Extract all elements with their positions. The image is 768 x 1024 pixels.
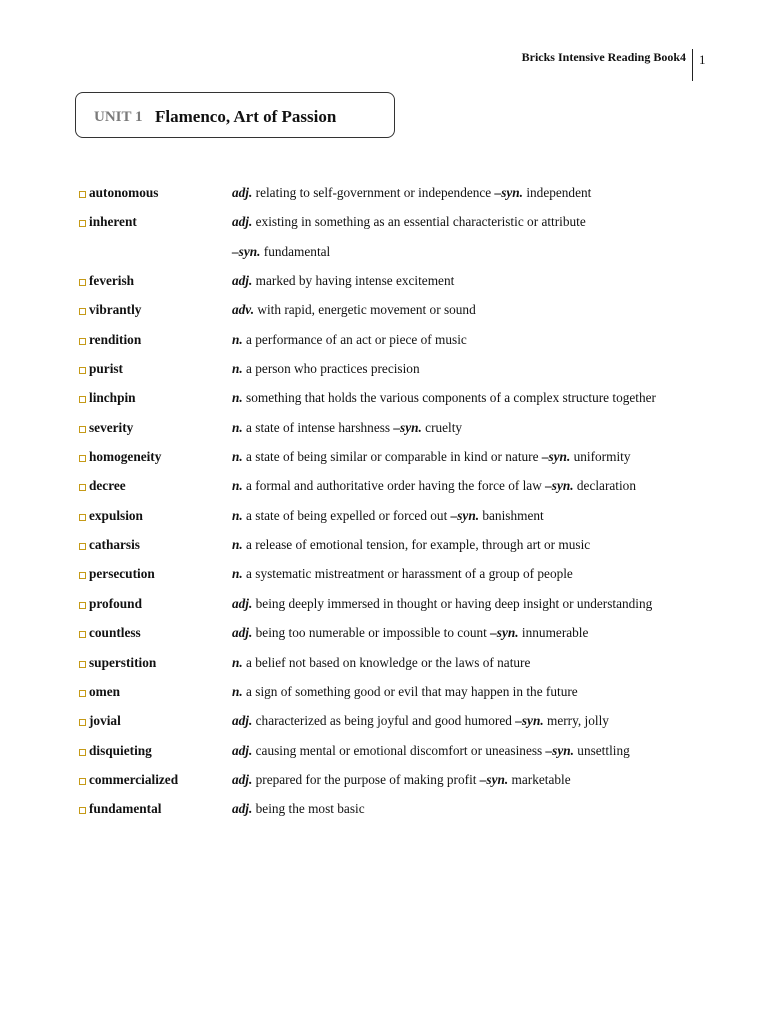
definition-text: being the most basic: [252, 801, 365, 817]
synonym-label: –syn.: [545, 742, 574, 758]
vocab-definition: [232, 361, 420, 377]
part-of-speech: n.: [232, 390, 243, 406]
vocab-word: jovial: [89, 713, 121, 729]
part-of-speech: n.: [232, 419, 243, 435]
checkbox-icon[interactable]: [79, 308, 86, 315]
vocabulary-list: [0, 184, 768, 830]
running-header: Bricks Intensive Reading Book4: [521, 50, 686, 64]
definition-text: a release of emotional tension, for example, through art or music: [242, 537, 591, 553]
synonym-label: –syn.: [490, 625, 519, 641]
vocab-row: [0, 712, 768, 741]
vocab-definition: [232, 772, 571, 788]
vocab-row: [0, 742, 768, 771]
definition-text: a performance of an act or piece of music: [242, 331, 467, 347]
part-of-speech: n.: [232, 566, 243, 582]
vocab-definition: [232, 449, 630, 465]
vocab-word: countless: [89, 625, 141, 641]
vocab-word: superstition: [89, 654, 157, 670]
vocab-word: linchpin: [89, 390, 136, 406]
synonym-label: –syn.: [545, 478, 574, 494]
definition-text: a person who practices precision: [242, 361, 420, 377]
vocab-definition: [232, 596, 652, 612]
vocab-row: [0, 272, 768, 301]
vocab-word: feverish: [89, 273, 135, 289]
vocab-row: [0, 477, 768, 506]
vocab-word: profound: [89, 595, 142, 611]
definition-text: relating to self-government or independence: [252, 185, 495, 200]
vocab-definition: [232, 684, 578, 700]
vocab-word: vibrantly: [89, 302, 142, 318]
synonym-text: unsettling: [573, 742, 630, 758]
part-of-speech: adj.: [232, 801, 253, 817]
definition-text: a state of intense harshness: [242, 419, 394, 435]
vocab-definition: [232, 420, 462, 436]
synonym-label: –syn.: [541, 449, 571, 465]
checkbox-icon[interactable]: [79, 572, 86, 579]
vocab-definition: [232, 743, 630, 759]
definition-text: with rapid, energetic movement or sound: [254, 302, 476, 318]
checkbox-icon[interactable]: [79, 749, 86, 756]
synonym-text: marketable: [508, 771, 571, 787]
checkbox-icon[interactable]: [79, 778, 86, 785]
vocab-row: [0, 683, 768, 712]
synonym-label: –syn.: [479, 771, 509, 787]
page-number: 1: [699, 52, 706, 67]
checkbox-icon[interactable]: [79, 484, 86, 491]
checkbox-icon[interactable]: [79, 191, 86, 198]
vocab-definition: [232, 244, 330, 260]
synonym-text: innumerable: [518, 625, 589, 641]
vocab-word: purist: [89, 361, 123, 377]
vocab-row: [0, 595, 768, 624]
checkbox-icon[interactable]: [79, 602, 86, 609]
part-of-speech: n.: [232, 537, 243, 553]
vocab-row: [0, 654, 768, 683]
part-of-speech: adj.: [232, 713, 253, 729]
synonym-text: cruelty: [421, 419, 463, 435]
synonym-label: –syn.: [232, 243, 261, 259]
definition-text: a state of being expelled or forced out: [242, 507, 451, 523]
vocab-word: catharsis: [89, 537, 140, 553]
vocab-word: commercialized: [89, 771, 179, 787]
definition-text: characterized as being joyful and good humored: [252, 713, 516, 729]
vocab-definition: [232, 801, 365, 817]
vocab-definition: [232, 625, 588, 641]
vocab-row: [0, 243, 768, 272]
checkbox-icon[interactable]: [79, 807, 86, 814]
vocab-row: [0, 565, 768, 594]
vocab-definition: [232, 332, 467, 348]
vocab-definition: [232, 273, 454, 289]
checkbox-icon[interactable]: [79, 719, 86, 726]
vocab-definition: [232, 655, 530, 671]
vocab-row: [0, 448, 768, 477]
part-of-speech: adj.: [232, 214, 253, 230]
part-of-speech: adj.: [232, 273, 253, 289]
vocab-row: [0, 213, 768, 242]
checkbox-icon[interactable]: [79, 514, 86, 521]
vocab-row: [0, 624, 768, 653]
checkbox-icon[interactable]: [79, 396, 86, 403]
vocab-definition: [232, 390, 656, 406]
part-of-speech: adj.: [232, 771, 253, 787]
vocab-row: [0, 771, 768, 800]
synonym-label: –syn.: [515, 713, 544, 729]
vocab-word: omen: [89, 683, 121, 699]
part-of-speech: n.: [232, 478, 243, 494]
definition-text: a belief not based on knowledge or the laws of nature: [242, 654, 531, 670]
synonym-label: –syn.: [393, 419, 422, 435]
checkbox-icon[interactable]: [79, 426, 86, 433]
vocab-definition: [232, 713, 609, 729]
vocab-row: [0, 419, 768, 448]
vocab-definition: [232, 537, 590, 553]
synonym-text: uniformity: [570, 449, 631, 465]
synonym-text: banishment: [479, 507, 544, 523]
synonym-text: fundamental: [260, 243, 331, 259]
definition-text: a state of being similar or comparable in kind or nature: [242, 449, 542, 465]
checkbox-icon[interactable]: [79, 367, 86, 374]
vocab-word: severity: [89, 419, 134, 435]
definition-text: a systematic mistreatment or harassment of a group of people: [242, 566, 573, 582]
part-of-speech: adj.: [232, 185, 253, 200]
vocab-row: [0, 507, 768, 536]
vocab-definition: [232, 566, 573, 582]
synonym-label: –syn.: [494, 185, 523, 200]
definition-text: a sign of something good or evil that may happen in the future: [242, 683, 578, 699]
part-of-speech: adj.: [232, 742, 253, 758]
checkbox-icon[interactable]: [79, 543, 86, 550]
vocab-word: fundamental: [89, 801, 162, 817]
vocab-word: decree: [89, 478, 126, 494]
definition-text: causing mental or emotional discomfort or uneasiness: [252, 742, 546, 758]
checkbox-icon[interactable]: [79, 279, 86, 286]
vocab-row: [0, 184, 768, 213]
vocab-row: [0, 800, 768, 829]
vocab-definition: [232, 508, 544, 524]
vocab-row: [0, 301, 768, 330]
synonym-text: independent: [523, 185, 592, 200]
vocab-definition: [232, 185, 591, 201]
part-of-speech: adv.: [232, 302, 255, 318]
vocab-row: [0, 536, 768, 565]
definition-text: something that holds the various components of a complex structure together: [242, 390, 656, 406]
part-of-speech: n.: [232, 683, 243, 699]
synonym-label: –syn.: [450, 507, 480, 523]
checkbox-icon[interactable]: [79, 338, 86, 345]
unit-title-box: [75, 92, 395, 138]
synonym-text: merry, jolly: [543, 713, 609, 729]
vocab-word: homogeneity: [89, 449, 162, 465]
vocab-row: [0, 360, 768, 389]
definition-text: prepared for the purpose of making profit: [252, 771, 480, 787]
part-of-speech: n.: [232, 654, 243, 670]
checkbox-icon[interactable]: [79, 690, 86, 697]
checkbox-icon[interactable]: [79, 455, 86, 462]
vocab-definition: [232, 302, 476, 318]
definition-text: being too numerable or impossible to count: [252, 625, 491, 641]
vocab-row: [0, 331, 768, 360]
unit-label: UNIT 1: [94, 109, 143, 125]
vocab-word: persecution: [89, 566, 155, 582]
definition-text: existing in something as an essential characteristic or attribute: [252, 214, 586, 230]
vocab-word: inherent: [89, 214, 137, 230]
definition-text: a formal and authoritative order having the force of law: [242, 478, 546, 494]
part-of-speech: n.: [232, 331, 243, 347]
part-of-speech: n.: [232, 507, 243, 523]
checkbox-icon[interactable]: [79, 220, 86, 227]
part-of-speech: n.: [232, 449, 243, 465]
vocab-word: expulsion: [89, 507, 143, 523]
part-of-speech: adj.: [232, 625, 253, 641]
synonym-text: declaration: [573, 478, 636, 494]
vocab-definition: [232, 478, 636, 494]
unit-title: Flamenco, Art of Passion: [155, 107, 337, 126]
vocab-word: autonomous: [89, 185, 159, 200]
vocab-word: rendition: [89, 331, 142, 347]
definition-text: being deeply immersed in thought or having deep insight or understanding: [252, 595, 653, 611]
vocab-word: disquieting: [89, 742, 152, 758]
checkbox-icon[interactable]: [79, 631, 86, 638]
part-of-speech: n.: [232, 361, 243, 377]
part-of-speech: adj.: [232, 595, 253, 611]
header-divider: [692, 49, 693, 81]
checkbox-icon[interactable]: [79, 661, 86, 668]
definition-text: marked by having intense excitement: [252, 273, 455, 289]
vocab-definition: [232, 214, 586, 230]
vocab-row: [0, 389, 768, 418]
